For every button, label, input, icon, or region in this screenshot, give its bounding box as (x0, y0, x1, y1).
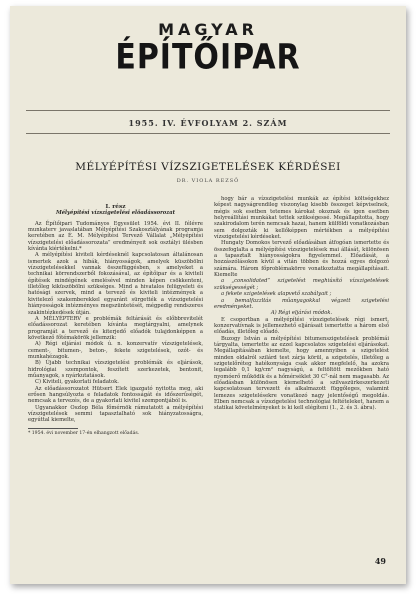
paragraph: Az Építőipari Tudományos Egyesület 1954. évi II. félévre munkaterv javaslatában Mélyépítési Szakosztályának programja keretében az É. M. Mélyépítési Tervező Vállalat „Mélyépítési vízszigetelési előadássorozata” eredményeit sok osztályi ülésben kívánta kiértékelni.* (28, 220, 203, 253)
list-item: a bemalfazzltás műanyagokkal végzett szigetelési eredményeket. (214, 297, 389, 310)
paragraph: Az előadássorozatot Hütsert Elek igazgató nyitotta meg, aki erősen hangsúlyozta e feladatok fontosságát és időszerűségét, nemcsak a tervezés, de a gyakorlati kivitel szempontjából is. (28, 385, 203, 405)
masthead-magyar: MAGYAR (158, 20, 258, 39)
list-item: a „consolidated” szigetelést meghiúsító vízszigetelések szükségességét ; (214, 278, 389, 291)
page-number: 49 (374, 556, 386, 566)
paragraph: Ugyanakkor Oszlop Béla főmérnök rámutatott a mélyépítési vízszigetelések semmi tapasztalható sok hiányzatosságra, egyúttal kiemelte, (28, 404, 203, 424)
part-heading: I. rész (105, 204, 126, 210)
masthead-epitoipar: ÉPÍTŐIPAR (115, 37, 301, 78)
text-column-right (214, 196, 389, 412)
header-rule-bottom (26, 133, 390, 134)
article-author: DR. VIOLA REZSŐ (176, 178, 240, 184)
paragraph: C) Kiviteli, gyakorlati feladatok. (35, 379, 119, 386)
footnote: * 1954. évi november 17-én elhangzott előadás. (28, 430, 140, 436)
paragraph: A MÉLYÉPTERV e problémák feltárását és előbbrevitelét előadássorozat keretében kívánta megtárgyalni, amelynek programját a tervező és kiterjedő előadók tulajdonképpen a következő főtémakörök jellemzik: (28, 315, 203, 341)
paragraph: B) Újabb technikai vízszigetelési problémák és eljárások, hidrológiai szempontok, feszített szerkezetek, bentonit, műanyagok, s nyárkutatások. (28, 360, 203, 379)
paragraph: E csoportban a mélyépítési vízszigetelések régi ismert, konzervatívnak is jellemezhető eljárásait ismertette a három első előadás, illetőleg előadó. (214, 316, 389, 336)
header-rule-top (26, 110, 390, 111)
footnote-rule (28, 428, 78, 429)
journal-page (10, 6, 406, 584)
paragraph: A mélyépítési kiviteli kérdéseknél kapcsolatosan általánosan ismertek azok a hibák, hiányosságok, amelyek küszöbölni vízszigetelésekkel vannak összefüggésben, s amelyeket a technikai körrendszerből fokozásával, az építőipar és a kiviteli építések mindégének emelésével minden képen csökkenteni, illetőleg kiküszöbölni szükséges. Mind a hivatalos felügyeleti és hatósági szervek, mind a tervező és kiviteli intézmények a kivitelező szakemberekkel egyaránt sürgették a vízszigetelési hiányosságok intézményes megszüntetését, mégpedig rendszeres szakintézkedések útján. (28, 252, 203, 316)
issue-line: 1955. IV. ÉVFOLYAM 2. SZÁM (128, 118, 288, 128)
article-title: MÉLYÉPÍTÉSI VÍZSZIGETELÉSEK KÉRDÉSEI (75, 161, 341, 173)
text-column-left (28, 196, 203, 436)
section-subtitle: Mélyépítési vízszigetelési előadássorozat (56, 210, 175, 217)
paragraph: Buzogy István a mélyépítési bitumenszigetelések problémái tárgyalta, ismertette az ezzel kapcsolatos szigetelési eljárásokat. Megállapításában kiemelte, hogy amennyiben a szigetelést minden oldalról szilárd test zárja körül, a szigetelés, illetőleg a szigetelőréteg hatékonysága csak akkor megfelelő, ha azokra legalább 0,1 kg/cm² nagyságú, a feltöltött mezőkben ható nyomóerő működik és a hőmérséklet 30 C°-nál nem magasabb. Az előadásban különösen kiemelhető a szilvaszürkeszerkezeti kapcsolatosan tervezett és alkalmazott függőleges, valamint lemezes szigetelésekre vonatkozó nagy jelentőségű megoldás. Elben nemcsak a vízszigetelési technológiai feltételeket, hanem a statikai követelményeket is ki kell elégíteni (1., 2. és 3. ábra). (214, 335, 389, 412)
paragraph: A) Régi eljárási módok ú. n. konzervatív vízszigetelések, cement-, bitumen-, beton-, fekete szigetelések, ozót- és munkahézagok. (28, 341, 203, 360)
paragraph: hogy bár a vízszigetelési munkák az építési költségekhez képest nagyságrendileg viszonylag kisebb összeget képviselnek, mégis sok esetben tetemes károkat okoznak és igen esetben helyreállítási munkákat tettek szükségessé. Megállapította, hogy szakirodalom terén nemcsak hazai, hanem külföldi vonatkozásban sem dolgozták ki kellőképpen mértékben a mélyépítési vízszigetelési kérdéseket. (214, 196, 389, 241)
section-heading: A) Régi eljárási módok. (270, 310, 333, 317)
list-item: a fekete szigetelések alapvető szabályait ; (221, 291, 332, 298)
paragraph: Hungaty Domokos tervező előadásában átfogóan ismertette és összefoglalta a mélyépítési vízszigetelések mai állását, különösen a tapasztalt hiányosságokra figyelemmel. Előadását, a hozzászólásokon kívül a vitán többen és hozzá egyes dolgozó számára. Három főproblémakörre vonatkoztatta megállapításait. Kiemelte (214, 240, 389, 279)
